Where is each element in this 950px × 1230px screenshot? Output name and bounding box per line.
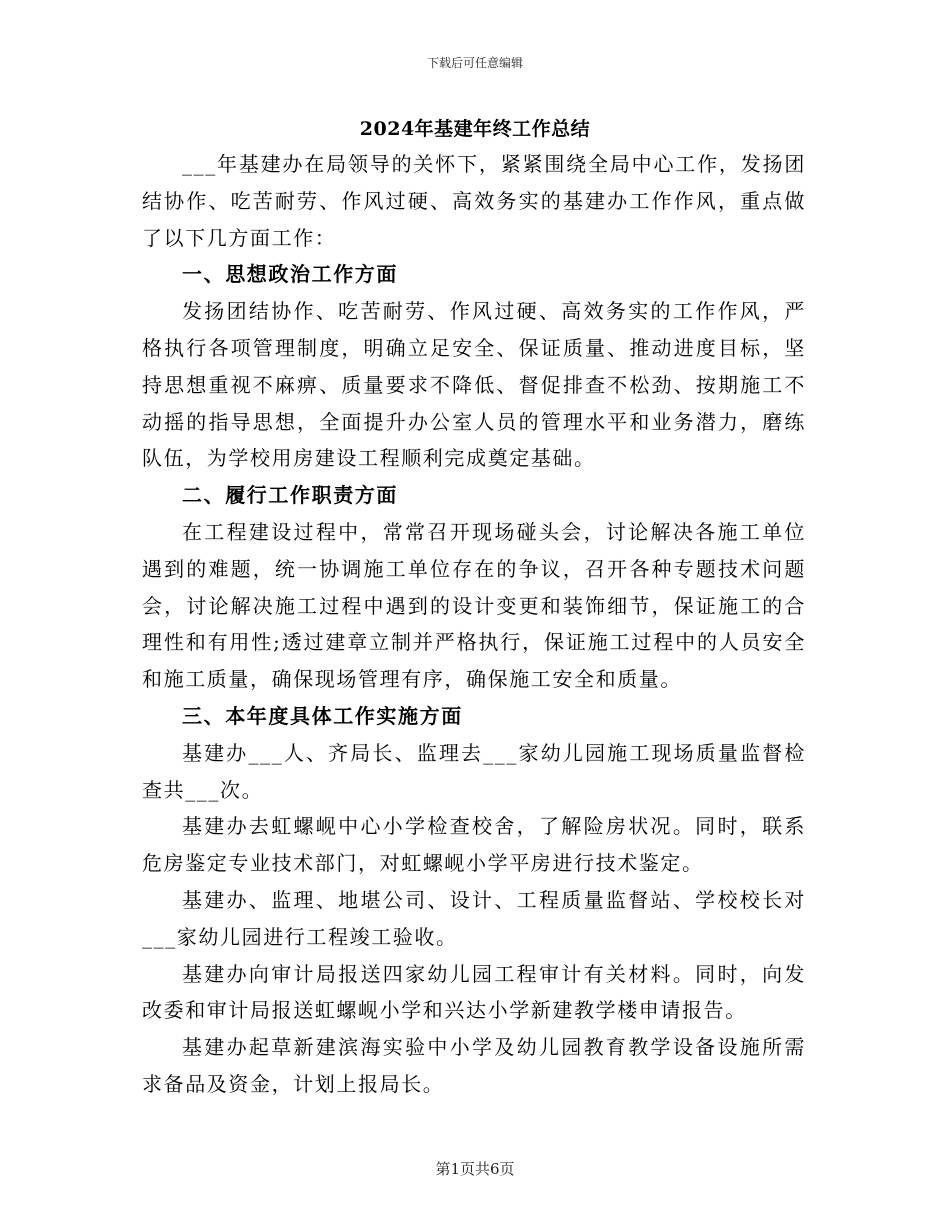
document-title: 2024年基建年终工作总结: [359, 118, 591, 140]
intro-paragraph: ___年基建办在局领导的关怀下，紧紧围绕全局中心工作，发扬团结协作、吃苦耐劳、作风过硬、高效务实的基建办工作作风，重点做了以下几方面工作：: [142, 152, 806, 250]
section-paragraph: 发扬团结协作、吃苦耐劳、作风过硬、高效务实的工作作风，严格执行各项管理制度，明确立足安全、保证质量、推动进度目标，坚持思想重视不麻痹、质量要求不降低、督促排查不松劲、按期施工不动摇的指导思想，全面提升办公室人员的管理水平和业务潜力，磨练队伍，为学校用房建设工程顺利完成奠定基础。: [142, 299, 806, 471]
section-heading-duties: 二、履行工作职责方面: [182, 483, 398, 508]
section-paragraph: 基建办去虹螺岘中心小学检查校舍，了解险房状况。同时，联系危房鉴定专业技术部门，对虹螺岘小学平房进行技术鉴定。: [142, 814, 806, 876]
section-paragraph: 基建办、监理、地堪公司、设计、工程质量监督站、学校校长对___家幼儿园进行工程竣工验收。: [142, 887, 806, 949]
section-paragraph: 基建办起草新建滨海实验中小学及幼儿园教育教学设备设施所需求备品及资金，计划上报局长。: [142, 1035, 806, 1096]
document-body: [142, 146, 806, 1103]
section-paragraph: 在工程建设过程中，常常召开现场碰头会，讨论解决各施工单位遇到的难题，统一协调施工单位存在的争议，召开各种专题技术问题会，讨论解决施工过程中遇到的设计变更和装饰细节，保证施工的合理性和有用性;透过建章立制并严格执行，保证施工过程中的人员安全和施工质量，确保现场管理有序，确保施工安全和质量。: [142, 519, 806, 692]
download-note: 下载后可任意编辑: [426, 56, 523, 70]
section-paragraph: 基建办向审计局报送四家幼儿园工程审计有关材料。同时，向发改委和审计局报送虹螺岘小学和兴达小学新建教学楼申请报告。: [142, 961, 806, 1023]
section-paragraph: 基建办___人、齐局长、监理去___家幼儿园施工现场质量监督检查共___次。: [142, 740, 806, 802]
section-heading-ideology: 一、思想政治工作方面: [182, 262, 398, 287]
section-heading-implementation: 三、本年度具体工作实施方面: [182, 703, 463, 728]
page-indicator: 第1页共6页: [435, 1160, 515, 1178]
